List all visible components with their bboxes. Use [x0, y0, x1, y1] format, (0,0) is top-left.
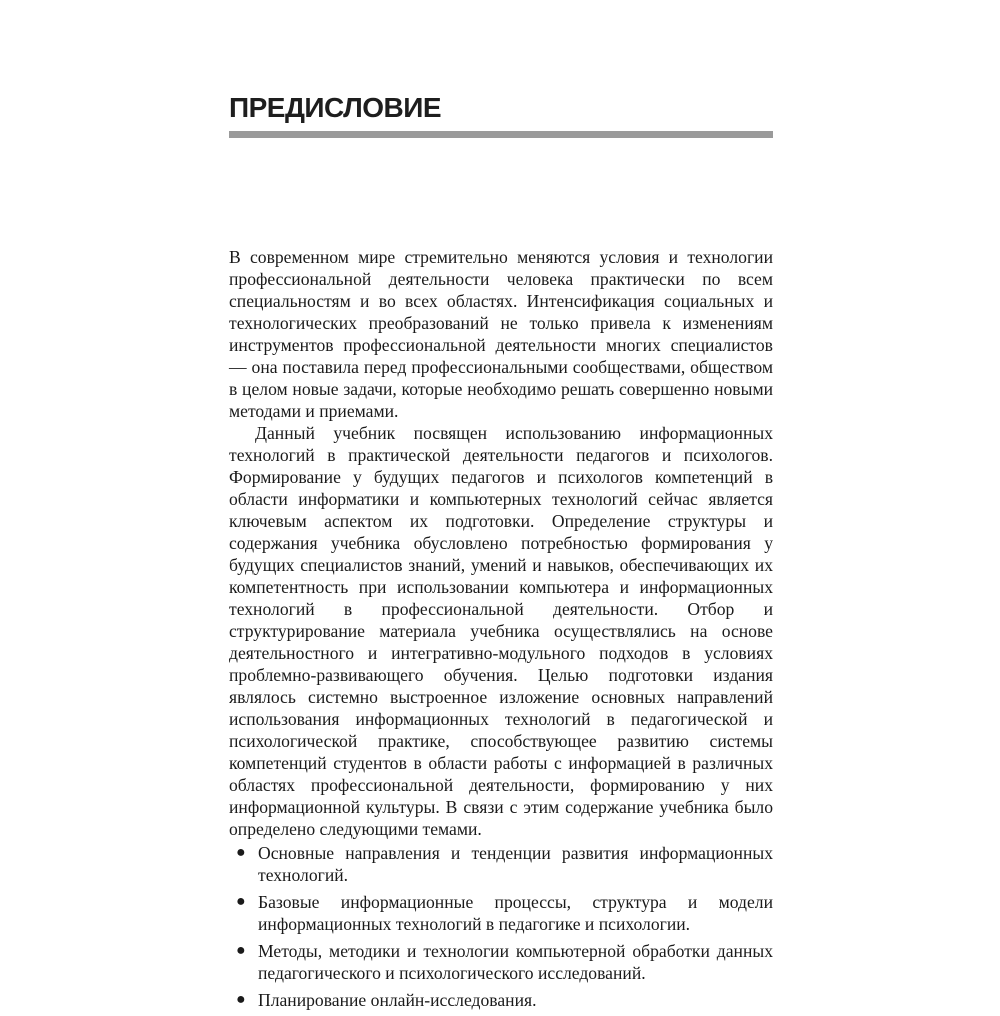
body-text [229, 246, 773, 1016]
topics-list [229, 842, 773, 1011]
list-item [229, 940, 773, 984]
bullet-icon: ● [236, 893, 246, 910]
paragraph-purpose: Данный учебник посвящен использованию информационных технологий в практической деятельности педагогов и психологов. Формирование у будущих педагогов и психологов компетенций в области информатики и компьютерных технологий сейчас является ключевым аспектом их подготовки. Определение структуры и содержания учебника обусловлено потребностью формирования у будущих специалистов знаний, умений и навыков, обеспечивающих их компетентность при использовании компьютера и информационных технологий в профессиональной деятельности. Отбор и структурирование материала учебника осуществлялись на основе деятельностного и интегративно-модульного подходов в условиях проблемно-развивающего обучения. Целью подготовки издания являлось системно выстроенное изложение основных направлений использования информационных технологий в педагогической и психологической практике, способствующее развитию системы компетенций студентов в области работы с информацией в различных областях профессиональной деятельности, формированию у них информационной культуры. В связи с этим содержание учебника было определено следующими темами. [229, 423, 773, 839]
list-item-text: Планирование онлайн-исследования. [258, 990, 537, 1010]
title-rule [229, 131, 773, 138]
list-item [229, 842, 773, 886]
page-title: ПРЕДИСЛОВИЕ [229, 92, 442, 123]
list-item [229, 989, 773, 1011]
bullet-icon: ● [236, 844, 246, 861]
list-item-text: Базовые информационные процессы, структура и модели информационных технологий в педагогике и психологии. [258, 892, 773, 934]
bullet-icon: ● [236, 991, 246, 1008]
paragraph-intro: В современном мире стремительно меняются условия и технологии профессиональной деятельности человека практически по всем специальностям и во всех областях. Интенсификация социальных и технологических преобразований не только привела к изменениям инструментов профессиональной деятельности многих специалистов — она поставила перед профессиональными сообществами, обществом в целом новые задачи, которые необходимо решать совершенно новыми методами и приемами. [229, 247, 773, 421]
bullet-icon: ● [236, 942, 246, 959]
list-item [229, 891, 773, 935]
list-item-text: Основные направления и тенденции развития информационных технологий. [258, 843, 773, 885]
list-item-text: Методы, методики и технологии компьютерной обработки данных педагогического и психологического исследований. [258, 941, 773, 983]
